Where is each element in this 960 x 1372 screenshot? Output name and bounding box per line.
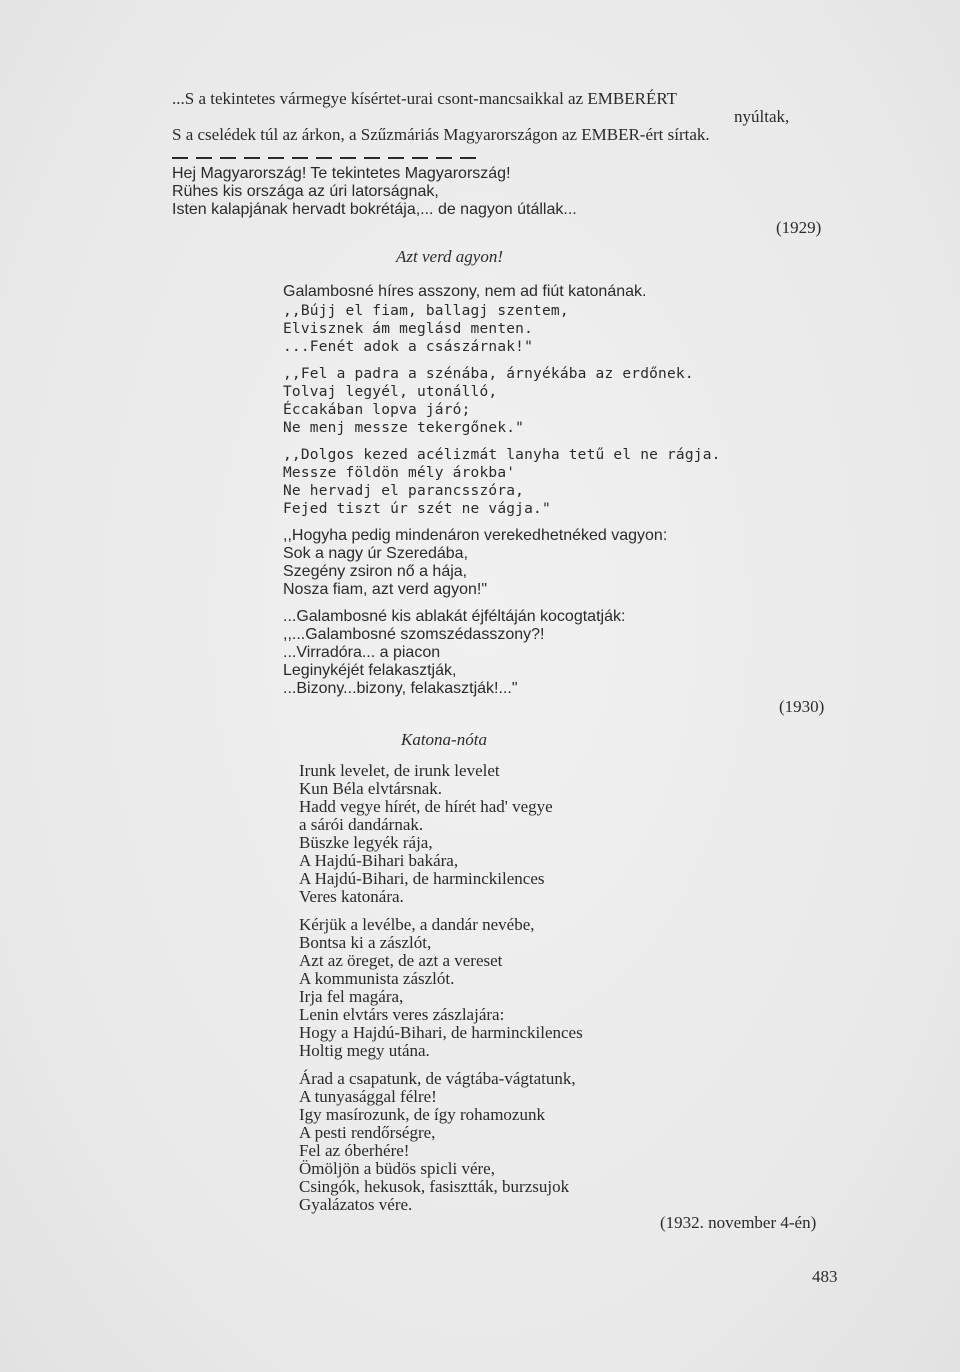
verse-line: Gyalázatos vére. <box>299 1195 413 1214</box>
verse-line: Messze földön mély árokba' <box>283 465 516 481</box>
dashed-separator <box>172 157 484 159</box>
intro-line: nyúltak, <box>734 107 790 126</box>
verse-line: Ne menj messze tekergőnek." <box>283 420 525 436</box>
verse-line: Ne hervadj el parancsszóra, <box>283 483 525 499</box>
verse-line: Nosza fiam, azt verd agyon!" <box>283 581 487 598</box>
intro-line: Hej Magyarország! Te tekintetes Magyarország! <box>172 165 511 182</box>
verse-line: Lenin elvtárs veres zászlajára: <box>299 1005 505 1024</box>
verse-line: Kun Béla elvtársnak. <box>299 779 443 798</box>
verse-line: ...Virradóra... a piacon <box>283 644 441 661</box>
verse-line: Hadd vegye hírét, de hírét had' vegye <box>299 797 553 816</box>
verse-line: A kommunista zászlót. <box>299 969 455 988</box>
verse-line: Irja fel magára, <box>299 987 404 1006</box>
verse-line: A Hajdú-Bihari bakára, <box>299 851 459 870</box>
date-label: (1932. november 4-én) <box>660 1213 817 1232</box>
verse-line: Elvisznek ám meglásd menten. <box>283 321 534 337</box>
verse-line: Csingók, hekusok, fasisztták, burzsujok <box>299 1177 570 1196</box>
verse-line: A Hajdú-Bihari, de harminckilences <box>299 869 545 888</box>
page-number: 483 <box>812 1267 838 1286</box>
verse-line: Azt az öreget, de azt a vereset <box>299 951 503 970</box>
verse-line: Bontsa ki a zászlót, <box>299 933 432 952</box>
verse-line: A pesti rendőrségre, <box>299 1123 436 1142</box>
date-label: (1929) <box>776 218 822 237</box>
date-label: (1930) <box>779 697 825 716</box>
verse-line: Irunk levelet, de irunk levelet <box>299 761 500 780</box>
verse-line: Fejed tiszt úr szét ne vágja." <box>283 501 551 517</box>
verse-line: ...Fenét adok a császárnak!" <box>283 339 534 355</box>
verse-line: Büszke legyék rája, <box>299 833 433 852</box>
verse-line: Hogy a Hajdú-Bihari, de harminckilences <box>299 1023 583 1042</box>
verse-line: Sok a nagy úr Szeredába, <box>283 545 469 562</box>
verse-line: Fel az óberhére! <box>299 1141 410 1160</box>
verse-line: Árad a csapatunk, de vágtába-vágtatunk, <box>299 1069 576 1088</box>
verse-line: ,,Bújj el fiam, ballagj szentem, <box>283 303 569 319</box>
verse-line: a sárói dandárnak. <box>299 815 424 834</box>
verse-line: ...Bizony...bizony, felakasztják!..." <box>283 680 518 697</box>
verse-line: ,,Fel a padra a szénába, árnyékába az erdőnek. <box>283 366 694 382</box>
verse-line: ,,Dolgos kezed acélizmát lanyha tetű el ne rágja. <box>283 447 721 463</box>
intro-line: S a cselédek túl az árkon, a Szűzmáriás Magyarországon az EMBER-ért sírtak. <box>172 125 710 144</box>
verse-line: Galambosné híres asszony, nem ad fiút katonának. <box>283 283 647 300</box>
verse-line: ,,...Galambosné szomszédasszony?! <box>283 626 545 643</box>
verse-line: ...Galambosné kis ablakát éjféltáján kocogtatják: <box>283 608 626 625</box>
verse-line: Tolvaj legyél, utonálló, <box>283 384 498 400</box>
verse-line: Veres katonára. <box>299 887 404 906</box>
verse-line: Kérjük a levélbe, a dandár nevébe, <box>299 915 535 934</box>
verse-line: ,,Hogyha pedig mindenáron verekedhetnéked vagyon: <box>283 527 668 544</box>
poem-title: Katona-nóta <box>401 730 487 749</box>
intro-line: ...S a tekintetes vármegye kísértet-urai csont-mancsaikkal az EMBERÉRT <box>172 89 678 108</box>
verse-line: Szegény zsiron nő a hája, <box>283 563 468 580</box>
verse-line: Leginykéjét felakasztják, <box>283 662 457 679</box>
verse-line: Ömöljön a büdös spicli vére, <box>299 1159 495 1178</box>
intro-line: Rühes kis országa az úri latorságnak, <box>172 183 439 200</box>
verse-line: Éccakában lopva járó; <box>283 402 471 418</box>
poem-title: Azt verd agyon! <box>396 247 504 266</box>
intro-line: Isten kalapjának hervadt bokrétája,... de nagyon útállak... <box>172 201 577 218</box>
verse-line: Holtig megy utána. <box>299 1041 430 1060</box>
verse-line: A tunyasággal félre! <box>299 1087 437 1106</box>
verse-line: Igy masírozunk, de így rohamozunk <box>299 1105 545 1124</box>
